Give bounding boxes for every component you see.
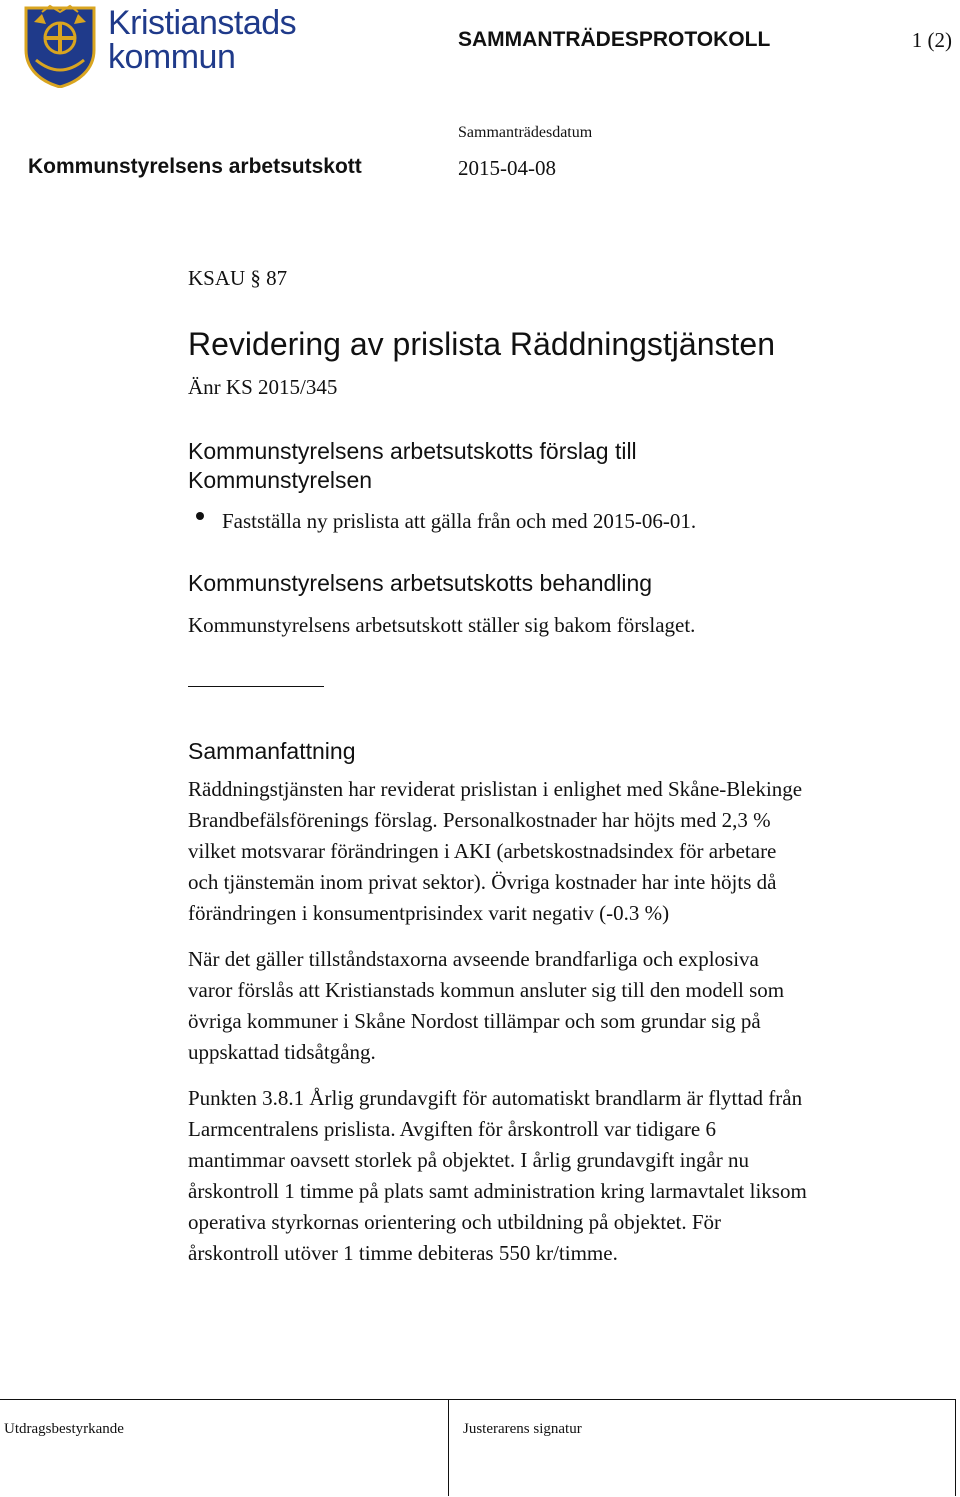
paragraph-line: och tjänstemän inom privat sektor). Övriga kostnader har inte höjts då <box>188 870 777 894</box>
certified-copy-label: Utdragsbestyrkande <box>4 1421 124 1437</box>
summary-paragraph-3 <box>188 1083 908 1269</box>
bullet-icon <box>196 512 204 520</box>
paragraph-line: När det gäller tillståndstaxorna avseende brandfarliga och explosiva <box>188 947 759 971</box>
meeting-date: 2015-04-08 <box>458 156 556 180</box>
proposal-heading-line1: Kommunstyrelsens arbetsutskotts förslag till <box>188 438 637 464</box>
paragraph-line: övriga kommuner i Skåne Nordost tillämpar och som grundar sig på <box>188 1009 761 1033</box>
paragraph-line: Punkten 3.8.1 Årlig grundavgift för automatiskt brandlarm är flyttad från <box>188 1086 803 1110</box>
page-number: 1 (2) <box>911 28 952 52</box>
paragraph-line: Larmcentralens prislista. Avgiften för årskontroll var tidigare 6 <box>188 1117 716 1141</box>
coat-of-arms-icon <box>22 4 98 88</box>
case-number: Änr KS 2015/345 <box>188 375 338 399</box>
summary-paragraph-2 <box>188 944 908 1068</box>
proposal-heading-line2: Kommunstyrelsen <box>188 467 373 493</box>
doc-type: SAMMANTRÄDESPROTOKOLL <box>458 28 771 51</box>
paragraph-line: förändringen i konsumentprisindex varit negativ (-0.3 %) <box>188 901 670 925</box>
organ-name: Kommunstyrelsens arbetsutskott <box>28 155 362 178</box>
section-id: KSAU § 87 <box>188 266 288 290</box>
paragraph-line: operativa styrkornas orientering och utbildning på objektet. För <box>188 1210 722 1234</box>
org-name-line2: kommun <box>108 38 236 76</box>
paragraph-line: varor förslås att Kristianstads kommun ansluter sig till den modell som <box>188 978 785 1002</box>
page-title: Revidering av prislista Räddningstjänsten <box>188 326 775 362</box>
paragraph-line: uppskattad tidsåtgång. <box>188 1040 376 1064</box>
handling-heading: Kommunstyrelsens arbetsutskotts behandling <box>188 570 653 596</box>
paragraph-line: årskontroll 1 timme på plats samt administration kring larmavtalet liksom <box>188 1179 807 1203</box>
paragraph-line: årskontroll utöver 1 timme debiteras 550 kr/timme. <box>188 1241 618 1265</box>
paragraph-line: Brandbefälsförenings förslag. Personalkostnader har höjts med 2,3 % <box>188 808 771 832</box>
footer-divider <box>448 1400 449 1496</box>
divider <box>188 686 324 687</box>
summary-heading: Sammanfattning <box>188 738 356 764</box>
proposal-bullet-text: Fastställa ny prislista att gälla från och med 2015-06-01. <box>222 509 697 533</box>
footer-rule <box>0 1399 956 1400</box>
summary-paragraph-1 <box>188 774 908 929</box>
adjuster-signature-label: Justerarens signatur <box>463 1421 582 1437</box>
paragraph-line: mantimmar oavsett storlek på objektet. I årlig grundavgift ingår nu <box>188 1148 750 1172</box>
org-name-line1: Kristianstads <box>108 4 297 42</box>
paragraph-line: vilket motsvarar förändringen i AKI (arbetskostnadsindex för arbetare <box>188 839 777 863</box>
date-label: Sammanträdesdatum <box>458 124 593 141</box>
footer-divider <box>955 1400 956 1496</box>
paragraph-line: Räddningstjänsten har reviderat prislistan i enlighet med Skåne-Blekinge <box>188 777 803 801</box>
handling-text: Kommunstyrelsens arbetsutskott ställer sig bakom förslaget. <box>188 613 696 637</box>
